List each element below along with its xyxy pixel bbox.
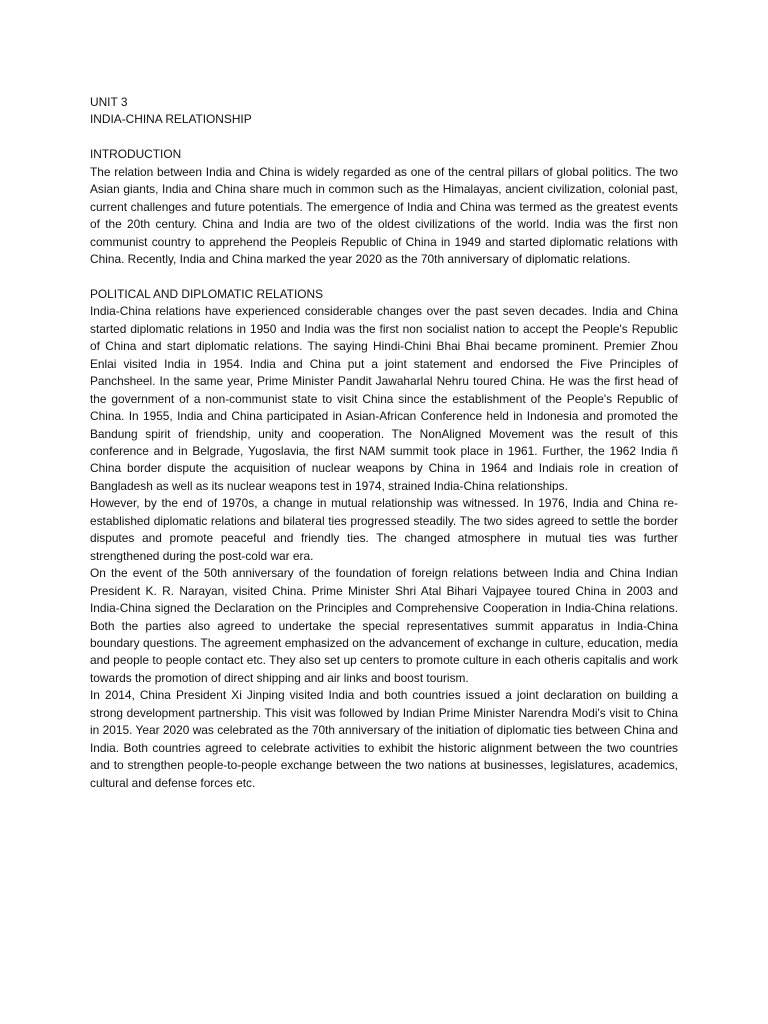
political-paragraph-1: India-China relations have experienced considerable changes over the past seven decades. India and China started diplomatic relations in 1950 and India was the first non socialist nation to accept the People's Republic of China and start diplomatic relations. The saying Hindi-Chini Bhai Bhai became prominent. Premier Zhou Enlai visited India in 1954. India and China put a joint statement and endorsed the Five Principles of Panchsheel. In the same year, Prime Minister Pandit Jawaharlal Nehru toured China. He was the first head of the government of a non-communist state to visit China since the establishment of the People's Republic of China. In 1955, India and China participated in Asian-African Conference held in Indonesia and promoted the Bandung spirit of friendship, unity and cooperation. The NonAligned Movement was the result of this conference and in Belgrade, Yugoslavia, the first NAM summit took place in 1961. Further, the 1962 India ñ China border dispute the acquisition of nuclear weapons by China in 1964 and Indiais role in creation of Bangladesh as well as its nuclear weapons test in 1974, strained India-China relationships. [90,304,678,493]
political-paragraph-2: However, by the end of 1970s, a change in mutual relationship was witnessed. In 1976, India and China re-established diplomatic relations and bilateral ties progressed steadily. The two sides agreed to settle the border disputes and promote peaceful and friendly ties. The changed atmosphere in mutual ties was further strengthened during the post-cold war era. [90,496,678,563]
document-title: INDIA-CHINA RELATIONSHIP [90,112,252,127]
section-heading-introduction: INTRODUCTION [90,147,182,162]
spacer [90,129,678,146]
spacer [90,269,678,286]
document-page [90,94,678,792]
political-paragraph-4: In 2014, China President Xi Jinping visited India and both countries issued a joint declaration on building a strong development partnership. This visit was followed by Indian Prime Minister Narendra Modi's visit to China in 2015. Year 2020 was celebrated as the 70th anniversary of the initiation of diplomatic ties between China and India. Both countries agreed to celebrate activities to exhibit the historic alignment between the two countries and to strengthen people-to-people exchange between the two nations at businesses, legislatures, academics, cultural and defense forces etc. [90,688,678,790]
introduction-paragraph: The relation between India and China is widely regarded as one of the central pillars of global politics. The two Asian giants, India and China share much in common such as the Himalayas, ancient civilization, colonial past, current challenges and future potentials. The emergence of India and China was termed as the greatest events of the 20th century. China and India are two of the oldest civilizations of the world. India was the first non communist country to apprehend the Peopleis Republic of China in 1949 and started diplomatic relations with China. Recently, India and China marked the year 2020 as the 70th anniversary of diplomatic relations. [90,164,678,267]
unit-label: UNIT 3 [90,95,128,109]
section-heading-political-diplomatic: POLITICAL AND DIPLOMATIC RELATIONS [90,286,324,301]
political-paragraph-3: On the event of the 50th anniversary of the foundation of foreign relations between India and China Indian President K. R. Narayan, visited China. Prime Minister Shri Atal Bihari Vajpayee toured China in 2003 and India-China signed the Declaration on the Principles and Comprehensive Cooperation in India-China relations. Both the parties also agreed to undertake the special representatives summit apparatus in India-China boundary questions. The agreement emphasized on the advancement of exchange in culture, education, media and people to people contact etc. They also set up centers to promote culture in each otheris capitalis and work towards the promotion of direct shipping and air links and boost tourism. [90,566,678,685]
